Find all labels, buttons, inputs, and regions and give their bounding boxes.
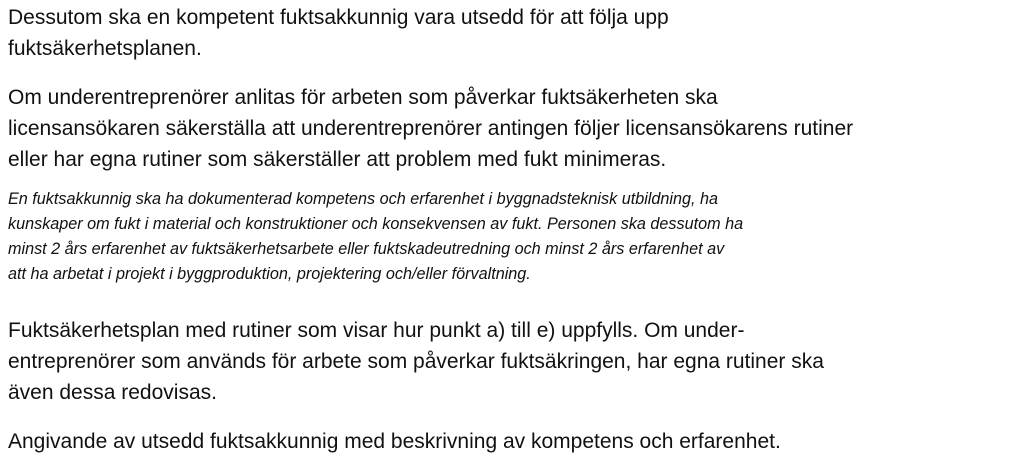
paragraph-expert-designation: Angivande av utsedd fuktsakkunnig med beskrivning av kompetens och erfarenhet.: [8, 430, 781, 453]
italic-note-expert-qualifications: En fuktsakkunnig ska ha dokumenterad kompetens och erfarenhet i byggnadsteknisk utbildning, ha kunskaper om fukt i material och konstruktioner och konsekvensen av fukt. Personen ska dessutom ha minst 2 års erfarenhet av fuktsäkerhetsarbete eller fuktskadeutredning och minst 2 års erfarenhet av att ha arbetat i projekt i byggproduktion, projektering och/eller förvaltning.: [8, 190, 744, 283]
paragraph-moisture-safety-plan: Fuktsäkerhetsplan med rutiner som visar hur punkt a) till e) uppfylls. Om under- entreprenörer som används för arbete som påverkar fuktsäkringen, har egna rutiner ska även dessa redovisas.: [8, 319, 824, 404]
paragraph-subcontractor-routines: Om underentreprenörer anlitas för arbeten som påverkar fuktsäkerheten ska licensansökaren säkerställa att underentreprenörer antingen följer licensansökarens rutiner eller har egna rutiner som säkerställer att problem med fukt minimeras.: [8, 86, 854, 171]
paragraph-moisture-expert-appointment: Dessutom ska en kompetent fuktsakkunnig vara utsedd för att följa upp fuktsäkerhetsplanen.: [8, 6, 669, 60]
